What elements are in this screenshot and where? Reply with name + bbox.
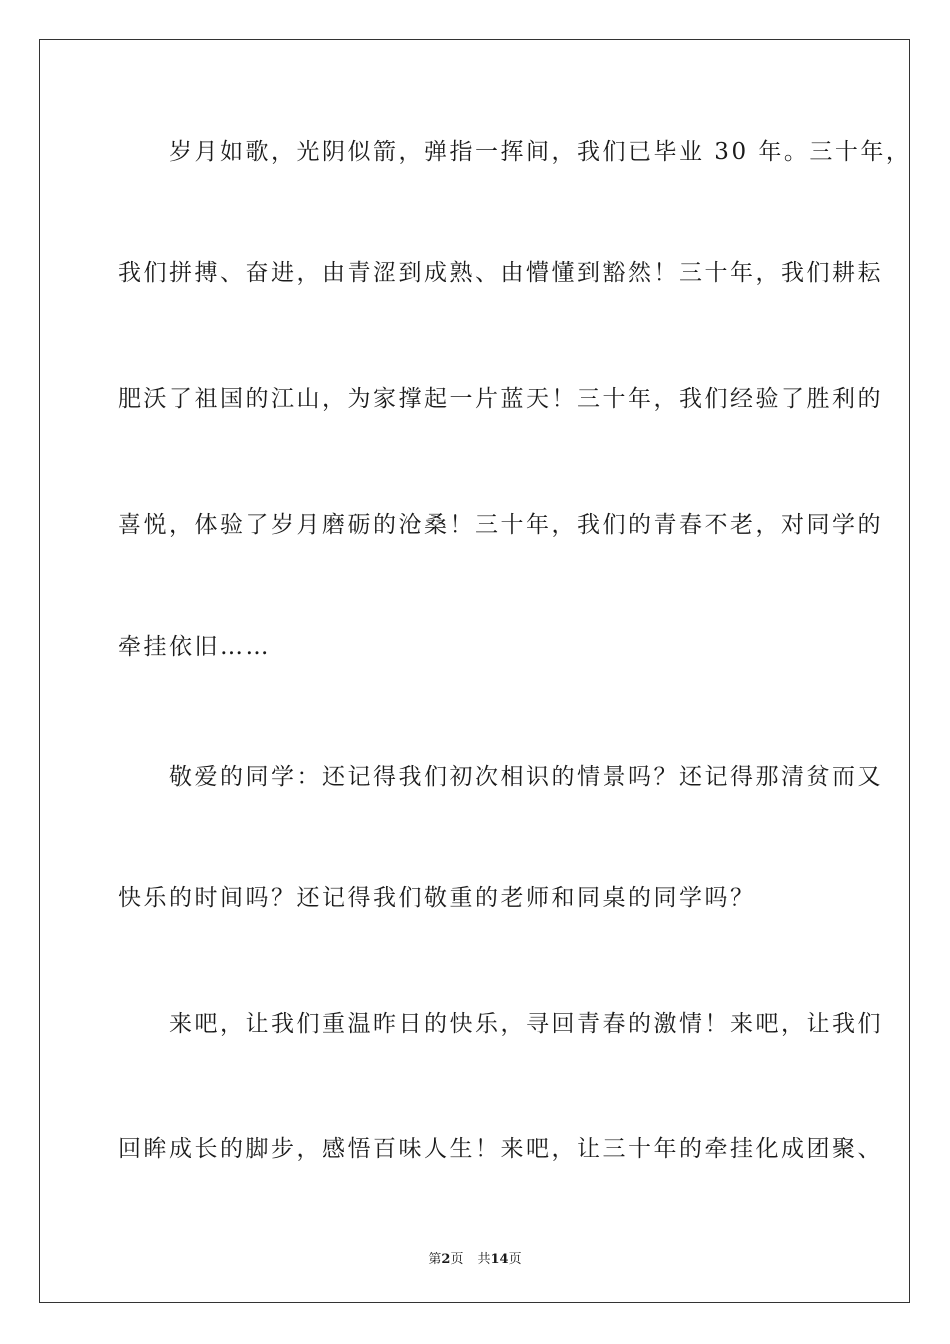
text-line-5: 牵挂依旧…… [118, 634, 271, 660]
page-total: 14 [490, 1252, 509, 1267]
text-line-9: 回眸成长的脚步，感悟百味人生！来吧，让三十年的牵挂化成团聚、 [118, 1136, 883, 1162]
text-line-4: 喜悦，体验了岁月磨砺的沧桑！三十年，我们的青春不老，对同学的 [118, 512, 883, 538]
text-line-8: 来吧，让我们重温昨日的快乐，寻回青春的激情！来吧，让我们 [118, 1011, 883, 1037]
page-number-footer [0, 1248, 950, 1267]
total-prefix: 共 [477, 1252, 491, 1267]
page-prefix: 第 [428, 1252, 442, 1267]
text-line-6: 敬爱的同学：还记得我们初次相识的情景吗？还记得那清贫而又 [118, 764, 883, 790]
text-line-3: 肥沃了祖国的江山，为家撑起一片蓝天！三十年，我们经验了胜利的 [118, 386, 883, 412]
text-line-2: 我们拼搏、奋进，由青涩到成熟、由懵懂到豁然！三十年，我们耕耘 [118, 260, 883, 286]
page-current: 2 [441, 1252, 451, 1267]
text-line-7: 快乐的时间吗？还记得我们敬重的老师和同桌的同学吗？ [118, 885, 756, 911]
total-suffix: 页 [508, 1252, 522, 1267]
page-suffix: 页 [450, 1252, 464, 1267]
text-line-1: 岁月如歌，光阴似箭，弹指一挥间，我们已毕业 30 年。三十年， [118, 139, 912, 165]
page-border [39, 39, 910, 1303]
